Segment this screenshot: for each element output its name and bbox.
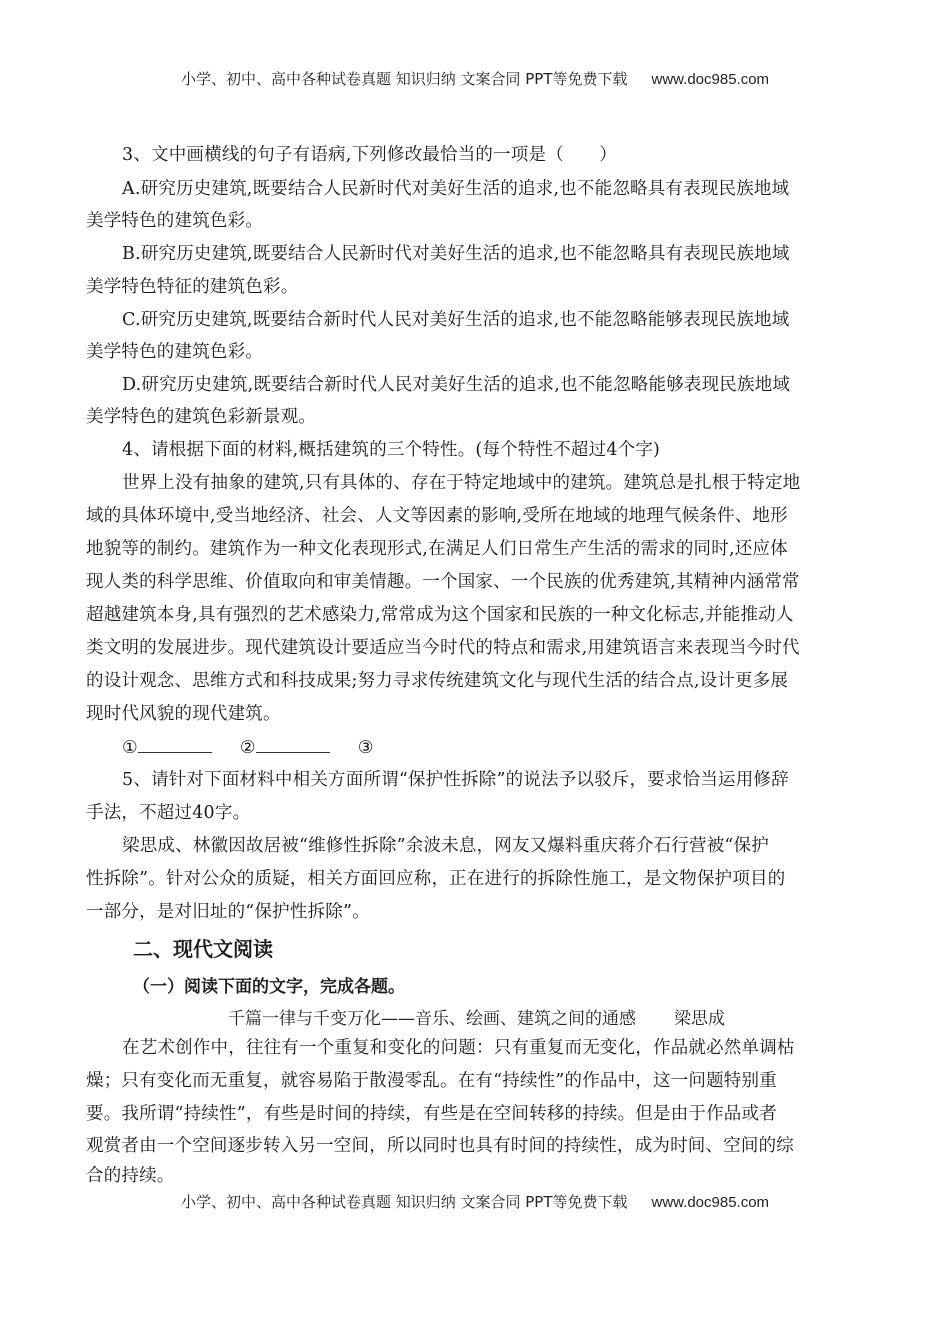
article-paragraph-line: 合的持续。	[86, 1166, 175, 1186]
q3-option-a-line1: A.研究历史建筑,既要结合人民新时代对美好生活的追求,也不能忽略具有表现民族地域	[122, 179, 790, 199]
q3-option-b-line1: B.研究历史建筑,既要结合人民新时代对美好生活的追求,也不能忽略具有表现民族地域	[122, 244, 790, 264]
q4-material-line: 世界上没有抽象的建筑,只有具体的、存在于特定地域中的建筑。建筑总是扎根于特定地	[122, 473, 801, 493]
article-paragraph-line: 在艺术创作中，往往有一个重复和变化的问题：只有重复而无变化，作品就必然单调枯	[122, 1038, 795, 1058]
blank-label-2: ②	[239, 738, 256, 758]
article-paragraph-line: 燥；只有变化而无重复，就容易陷于散漫零乱。在有“持续性”的作品中，这一问题特别重	[86, 1071, 777, 1091]
q4-answer-blanks	[122, 736, 902, 759]
answer-blank-2[interactable]	[256, 736, 330, 753]
q4-material-line: 现时代风貌的现代建筑。	[86, 704, 281, 724]
q4-material-line: 超越建筑本身,具有强烈的艺术感染力,常常成为这个国家和民族的一种文化标志,并能推动人	[86, 605, 794, 625]
article-paragraph-line: 要。我所谓“持续性”，有些是时间的持续，有些是在空间转移的持续。但是由于作品或者	[86, 1104, 777, 1124]
page-header	[0, 68, 950, 89]
subsection-heading: （一）阅读下面的文字，完成各题。	[133, 977, 405, 997]
blank-label-3: ③	[357, 738, 374, 758]
footer-text: 小学、初中、高中各种试卷真题 知识归纳 文案合同 PPT等免费下载	[180, 1193, 628, 1211]
q4-material-line: 的设计观念、思维方式和科技成果;努力寻求传统建筑文化与现代生活的结合点,设计更多展	[86, 671, 789, 691]
section-heading: 二、现代文阅读	[133, 937, 273, 961]
q3-option-c-line1: C.研究历史建筑,既要结合新时代人民对美好生活的追求,也不能忽略能够表现民族地域	[122, 310, 790, 330]
q5-stem-line2: 手法，不超过40字。	[86, 803, 251, 823]
article-title: 千篇一律与千变万化——音乐、绘画、建筑之间的通感	[228, 1009, 636, 1029]
q3-option-a-line2: 美学特色的建筑色彩。	[86, 211, 263, 231]
q5-stem-line1: 5、请针对下面材料中相关方面所谓“保护性拆除”的说法予以驳斥，要求恰当运用修辞	[122, 770, 789, 790]
page-footer	[0, 1191, 950, 1212]
q3-option-c-line2: 美学特色的建筑色彩。	[86, 342, 263, 362]
q5-material-line: 梁思成、林徽因故居被“维修性拆除”余波未息，网友又爆料重庆蒋介石行营被“保护	[122, 836, 769, 856]
footer-url[interactable]: www.doc985.com	[651, 1194, 770, 1211]
q4-material-line: 现人类的科学思维、价值取向和审美情趣。一个国家、一个民族的优秀建筑,其精神内涵常常	[86, 572, 800, 592]
q3-option-d-line1: D.研究历史建筑,既要结合新时代人民对美好生活的追求,也不能忽略能够表现民族地域	[122, 375, 791, 395]
q4-material-line: 域的具体环境中,受当地经济、社会、人文等因素的影响,受所在地域的地理气候条件、地形	[86, 506, 788, 526]
header-text: 小学、初中、高中各种试卷真题 知识归纳 文案合同 PPT等免费下载	[180, 70, 628, 88]
q4-material-line: 地貌等的制约。建筑作为一种文化表现形式,在满足人们日常生产生活的需求的同时,还应体	[86, 539, 788, 559]
header-url[interactable]: www.doc985.com	[651, 71, 770, 88]
article-title-line	[228, 1004, 725, 1029]
blank-label-1: ①	[122, 738, 138, 758]
q3-option-d-line2: 美学特色的建筑色彩新景观。	[86, 407, 317, 427]
q3-option-b-line2: 美学特色特征的建筑色彩。	[86, 277, 299, 297]
answer-blank-1[interactable]	[138, 736, 212, 753]
article-author: 梁思成	[674, 1009, 725, 1029]
q5-material-line: 性拆除”。针对公众的质疑，相关方面回应称，正在进行的拆除性施工，是文物保护项目的	[86, 869, 786, 889]
article-paragraph-line: 观赏者由一个空间逐步转入另一空间，所以同时也具有时间的持续性，成为时间、空间的综	[86, 1136, 794, 1156]
q5-material-line: 一部分，是对旧址的“保护性拆除”。	[86, 902, 370, 922]
q3-stem: 3、文中画横线的句子有语病,下列修改最恰当的一项是（ ）	[122, 145, 617, 165]
q4-material-line: 类文明的发展进步。现代建筑设计要适应当今时代的特点和需求,用建筑语言来表现当今时代	[86, 638, 800, 658]
q4-stem: 4、请根据下面的材料,概括建筑的三个特性。(每个特性不超过4个字)	[122, 440, 661, 460]
